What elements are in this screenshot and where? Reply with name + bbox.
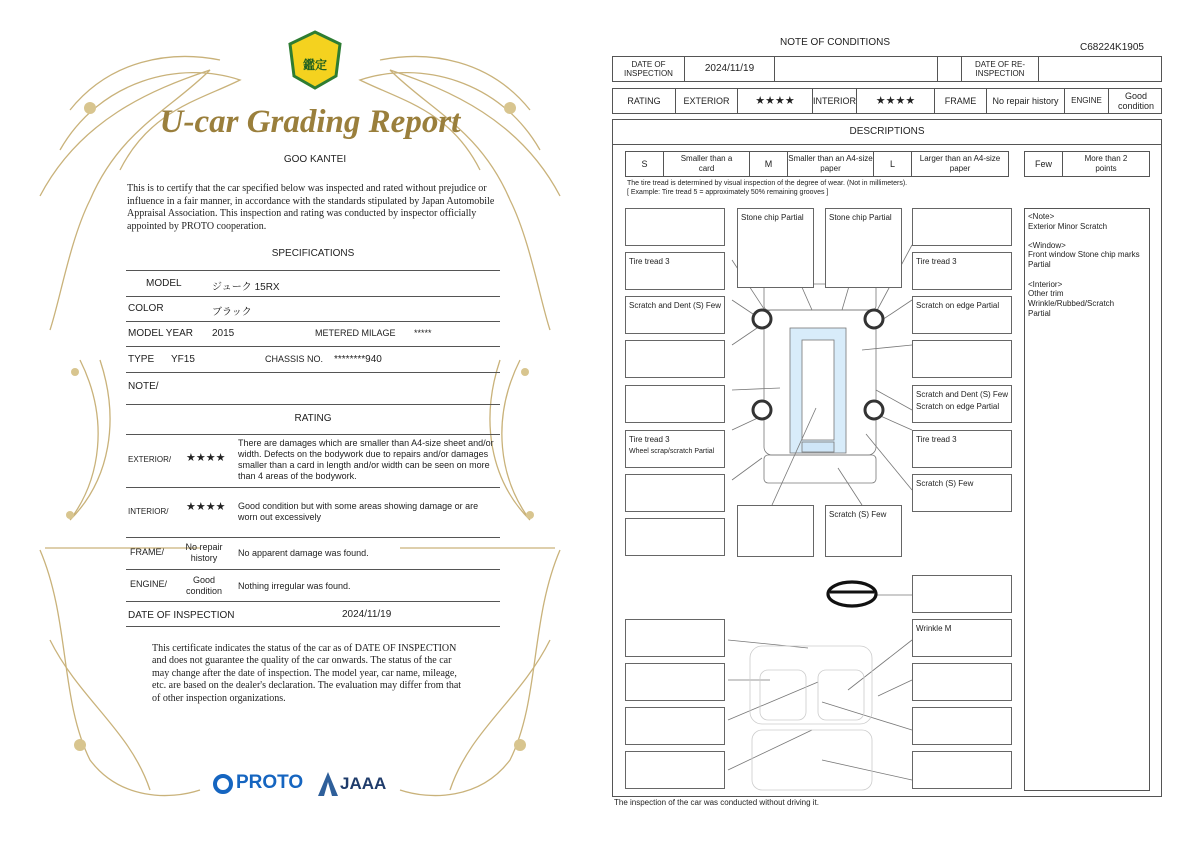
certificate-footer: This certificate indicates the status of the car as of DATE OF INSPECTION and does not guarantee the quality of the car onwards. The status of the car may change after the date of inspection. The model year, car name, mileage, etc. are based on the dealer's declaration. The evaluation may differ from that of other inspection organizations. [152, 643, 462, 704]
condition-box [912, 208, 1012, 246]
frame-desc: No apparent damage was found. [238, 548, 369, 558]
condition-box: Stone chip Partial [737, 208, 814, 288]
condition-box [625, 663, 725, 701]
condition-box [625, 751, 725, 789]
notes-line: Other trim Wrinkle/Rubbed/Scratch Partial [1028, 289, 1115, 318]
exterior-desc: There are damages which are smaller than A4-size sheet and/or width. Defects on the bodywork due to repairs and/or damages smaller than a card in length and/or width can be seen on more than 4 areas of the bodywork. [238, 438, 494, 481]
rating-heading: RATING [294, 413, 332, 424]
condition-box: Scratch and Dent (S) Few Scratch on edge Partial [912, 385, 1012, 423]
condition-box: Stone chip Partial [825, 208, 902, 288]
engine-desc: Nothing irregular was found. [238, 581, 351, 591]
condition-box: Tire tread 3 Wheel scrap/scratch Partial [625, 430, 725, 468]
tire-example: [ Example: Tire tread 5 = approximately 50% remaining grooves ] [627, 189, 829, 196]
engine-label: ENGINE/ [130, 579, 168, 589]
notes-line: <Note> [1028, 212, 1055, 221]
year-value: 2015 [212, 328, 235, 339]
condition-box [912, 751, 1012, 789]
interior-desc: Good condition but with some areas showing damage or are worn out excessively [238, 501, 479, 522]
condition-box: Tire tread 3 [912, 252, 1012, 290]
condition-box [625, 340, 725, 378]
year-label: MODEL YEAR [128, 328, 194, 339]
tire-note: The tire tread is determined by visual inspection of the degree of wear. (Not in millimeters). [627, 180, 908, 187]
frame-label: FRAME/ [130, 547, 165, 557]
condition-box [625, 474, 725, 512]
conditions-code: C68224K1905 [1080, 42, 1144, 53]
goo-kantei-badge: 鑑定 [288, 30, 342, 90]
model-label: MODEL [146, 278, 182, 289]
interior-stars: ★★★★ [186, 501, 226, 513]
condition-box: Scratch (S) Few [825, 505, 902, 557]
jaaa-logo: JAAA [318, 770, 398, 798]
frame-value: No repair history [185, 542, 223, 563]
chassis-value: ********940 [334, 354, 382, 365]
mileage-value: ***** [414, 328, 432, 338]
specs-heading: SPECIFICATIONS [271, 248, 355, 259]
condition-box [625, 208, 725, 246]
condition-box: Scratch on edge Partial [912, 296, 1012, 334]
few-legend: Few More than 2 points [1024, 151, 1150, 177]
interior-label: INTERIOR/ [128, 507, 169, 516]
notes-panel [1024, 208, 1150, 791]
condition-box [737, 505, 814, 557]
conditions-footer: The inspection of the car was conducted without driving it. [614, 798, 819, 807]
report-title: U-car Grading Report [159, 104, 461, 140]
issuer: GOO KANTEI [283, 154, 347, 165]
intro-text: This is to certify that the car specified below was inspected and rated without prejudice or influence in a fair manner, in accordance with the standards stipulated by Japan Automobile Appraisal Association. This inspection and rating was conducted by inspector officially appointed by PROTO cooperation. [127, 183, 495, 232]
condition-box [912, 575, 1012, 613]
exterior-stars: ★★★★ [186, 452, 226, 464]
size-legend: S Smaller than a card M Smaller than an A4-size paper L Larger than an A4-size paper [625, 151, 1009, 177]
color-label: COLOR [128, 303, 164, 314]
date-value: 2024/11/19 [342, 609, 392, 620]
condition-box [625, 707, 725, 745]
type-value: YF15 [171, 354, 195, 365]
color-value: ブラック [212, 307, 252, 318]
condition-box: Scratch and Dent (S) Few [625, 296, 725, 334]
model-value: ジューク 15RX [212, 282, 280, 293]
conditions-title: NOTE OF CONDITIONS [780, 37, 890, 48]
rating-row: RATING EXTERIOR ★★★★ INTERIOR ★★★★ FRAME No repair history ENGINE Good condition [612, 88, 1162, 114]
descriptions-heading: DESCRIPTIONS [612, 119, 1162, 145]
date-row: DATE OF INSPECTION 2024/11/19 DATE OF RE-INSPECTION [612, 56, 1162, 82]
condition-box [625, 518, 725, 556]
condition-box [912, 340, 1012, 378]
notes-line: Exterior Minor Scratch [1028, 222, 1108, 231]
exterior-label: EXTERIOR/ [128, 455, 172, 464]
condition-box: Scratch (S) Few [912, 474, 1012, 512]
notes-line: <Window> [1028, 241, 1066, 250]
date-label: DATE OF INSPECTION [128, 610, 235, 621]
condition-box [912, 663, 1012, 701]
chassis-label: CHASSIS NO. [265, 354, 324, 364]
notes-line: <Interior> [1028, 280, 1063, 289]
condition-box: Tire tread 3 [912, 430, 1012, 468]
engine-value: Good condition [185, 575, 223, 596]
condition-box: Wrinkle M [912, 619, 1012, 657]
condition-box [625, 619, 725, 657]
proto-logo: PROTO [212, 770, 312, 798]
condition-box [912, 707, 1012, 745]
note-label: NOTE/ [128, 381, 159, 392]
notes-line: Front window Stone chip marks Partial [1028, 250, 1140, 269]
condition-box: Tire tread 3 [625, 252, 725, 290]
condition-box [625, 385, 725, 423]
mileage-label: METERED MILAGE [315, 328, 396, 338]
type-label: TYPE [128, 354, 155, 365]
